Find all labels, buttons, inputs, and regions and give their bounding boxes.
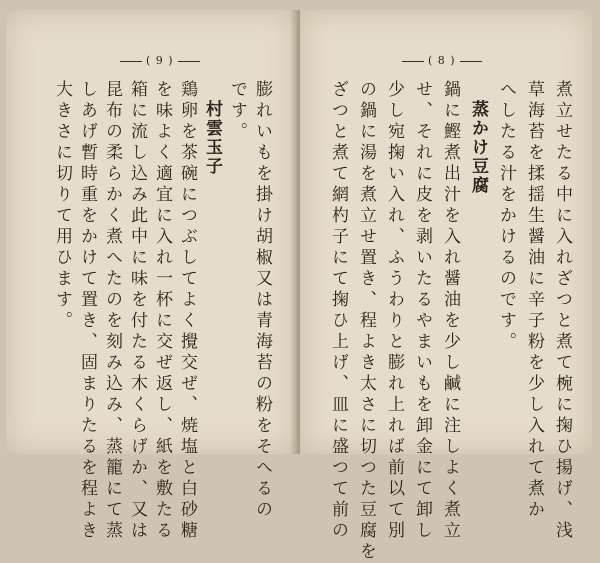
text-column: 鍋に鰹煮出汁を入れ醤油を少し鹹に注しよく煮立	[440, 80, 460, 542]
text-column: へしたる汁をかけるのです。	[496, 80, 516, 353]
text-column: ざつと煮て網杓子にて掬ひ上げ、皿に盛つて前の	[328, 80, 348, 542]
text-column: 草海苔を揉揺生醤油に辛子粉を少し入れて煮か	[524, 80, 544, 521]
section-heading: 村雲玉子	[202, 100, 222, 176]
left-page-number: ( 9 )	[116, 54, 204, 67]
right-page	[300, 10, 592, 563]
text-column: 箱に流し込み此中に味を付たる木くらげか、又は	[127, 80, 147, 542]
text-column: です。	[227, 80, 247, 143]
text-column: 少し宛掬い入れ、ふうわりと膨れ上れば前以て別	[384, 80, 404, 542]
text-column: せ、それに皮を剥いたるやまいもを卸金にて卸し	[412, 80, 432, 542]
section-heading: 蒸かけ豆腐	[468, 100, 488, 195]
text-column: 鶏卵を茶碗につぶしてよく攪交ぜ、焼塩と白砂糖	[177, 80, 197, 542]
text-column: しあげ暫時重をかけて置き、固まりたるを程よき	[77, 80, 97, 542]
page-number-text: 8	[437, 54, 446, 67]
text-column: の鍋に湯を煮立せ置き、程よき太さに切つた豆腐を	[356, 80, 376, 563]
right-page-number: ( 8 )	[398, 54, 486, 67]
text-column: 膨れいもを掛け胡椒又は青海苔の粉をそへるの	[252, 80, 272, 521]
text-column: 煮立せたる中に入れざつと煮て椀に掬ひ揚げ、浅	[552, 80, 572, 542]
text-column: を味よく適宜に入れ一杯に交ぜ返し、紙を敷たる	[152, 80, 172, 542]
page-number-text: 9	[155, 54, 164, 67]
text-column: 大きさに切りて用ひます。	[52, 80, 72, 332]
left-page	[6, 10, 296, 542]
text-column: 昆布の柔らかく煮へたのを刻み込み、蒸籠にて蒸	[102, 80, 122, 542]
